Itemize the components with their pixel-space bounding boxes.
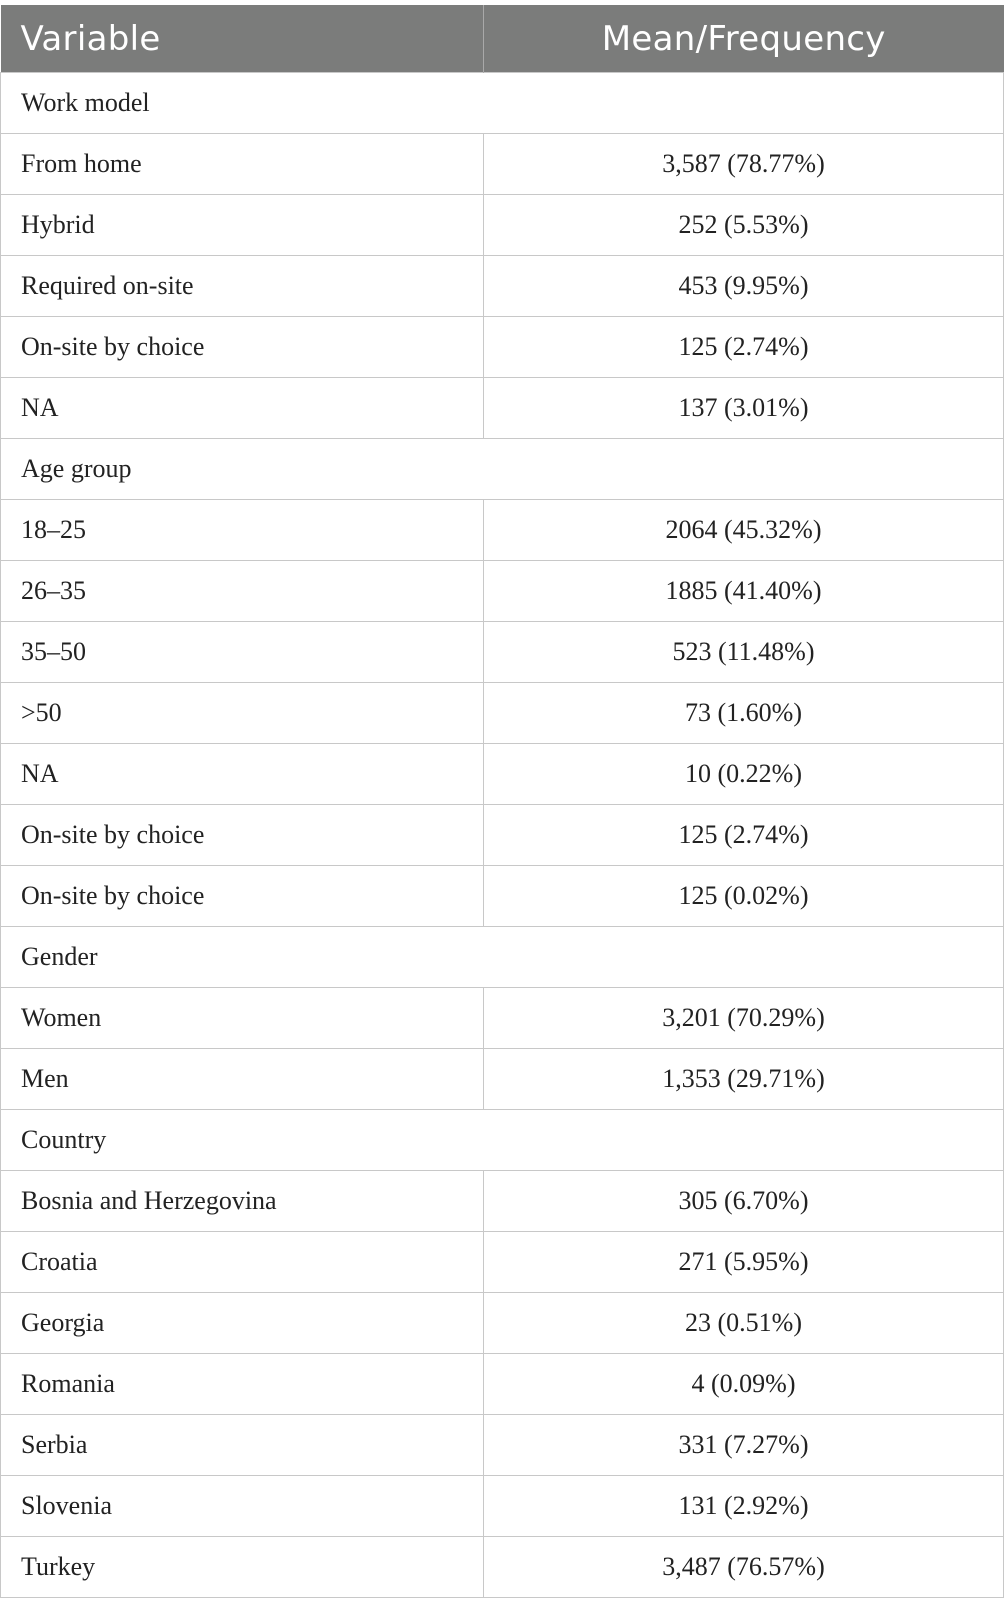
row-value: 73 (1.60%) <box>484 683 1004 744</box>
table-body <box>1 73 1004 1598</box>
row-label: From home <box>1 134 484 195</box>
table-row <box>1 1171 1004 1232</box>
table-row <box>1 134 1004 195</box>
row-label: Women <box>1 988 484 1049</box>
table-row <box>1 1354 1004 1415</box>
row-label: Men <box>1 1049 484 1110</box>
row-label: On-site by choice <box>1 866 484 927</box>
section-row <box>1 73 1004 134</box>
table-row <box>1 1415 1004 1476</box>
row-label: Serbia <box>1 1415 484 1476</box>
row-value: 453 (9.95%) <box>484 256 1004 317</box>
row-label: >50 <box>1 683 484 744</box>
table-row <box>1 500 1004 561</box>
row-label: On-site by choice <box>1 805 484 866</box>
table-row <box>1 195 1004 256</box>
row-value: 305 (6.70%) <box>484 1171 1004 1232</box>
row-label: NA <box>1 744 484 805</box>
table-row <box>1 866 1004 927</box>
row-label: Turkey <box>1 1537 484 1598</box>
section-row <box>1 927 1004 988</box>
section-title: Work model <box>1 73 1004 134</box>
row-label: On-site by choice <box>1 317 484 378</box>
row-value: 271 (5.95%) <box>484 1232 1004 1293</box>
row-value: 3,487 (76.57%) <box>484 1537 1004 1598</box>
row-label: Croatia <box>1 1232 484 1293</box>
table-row <box>1 378 1004 439</box>
row-label: 26–35 <box>1 561 484 622</box>
header-variable: Variable <box>1 5 484 73</box>
table-row <box>1 317 1004 378</box>
row-value: 125 (2.74%) <box>484 805 1004 866</box>
row-label: 35–50 <box>1 622 484 683</box>
table-row <box>1 561 1004 622</box>
row-label: Bosnia and Herzegovina <box>1 1171 484 1232</box>
table-row <box>1 683 1004 744</box>
row-value: 523 (11.48%) <box>484 622 1004 683</box>
row-value: 4 (0.09%) <box>484 1354 1004 1415</box>
table-row <box>1 1476 1004 1537</box>
table-row <box>1 1537 1004 1598</box>
table-row <box>1 744 1004 805</box>
row-label: Georgia <box>1 1293 484 1354</box>
section-title: Country <box>1 1110 1004 1171</box>
demographics-table <box>0 5 1004 1598</box>
section-title: Gender <box>1 927 1004 988</box>
row-value: 1885 (41.40%) <box>484 561 1004 622</box>
table-row <box>1 622 1004 683</box>
table-row <box>1 1232 1004 1293</box>
row-value: 3,201 (70.29%) <box>484 988 1004 1049</box>
table-row <box>1 805 1004 866</box>
header-mean-frequency: Mean/Frequency <box>484 5 1004 73</box>
row-value: 125 (2.74%) <box>484 317 1004 378</box>
row-value: 2064 (45.32%) <box>484 500 1004 561</box>
row-label: Slovenia <box>1 1476 484 1537</box>
section-row <box>1 439 1004 500</box>
row-value: 23 (0.51%) <box>484 1293 1004 1354</box>
table-row <box>1 1293 1004 1354</box>
row-value: 1,353 (29.71%) <box>484 1049 1004 1110</box>
row-value: 137 (3.01%) <box>484 378 1004 439</box>
row-label: NA <box>1 378 484 439</box>
row-label: Hybrid <box>1 195 484 256</box>
section-row <box>1 1110 1004 1171</box>
row-value: 252 (5.53%) <box>484 195 1004 256</box>
row-value: 3,587 (78.77%) <box>484 134 1004 195</box>
demographics-table-container <box>0 5 1003 1598</box>
row-label: Romania <box>1 1354 484 1415</box>
row-label: Required on-site <box>1 256 484 317</box>
row-value: 131 (2.92%) <box>484 1476 1004 1537</box>
row-value: 331 (7.27%) <box>484 1415 1004 1476</box>
table-row <box>1 988 1004 1049</box>
table-header-row <box>1 5 1004 73</box>
table-row <box>1 256 1004 317</box>
table-row <box>1 1049 1004 1110</box>
row-value: 10 (0.22%) <box>484 744 1004 805</box>
section-title: Age group <box>1 439 1004 500</box>
row-label: 18–25 <box>1 500 484 561</box>
row-value: 125 (0.02%) <box>484 866 1004 927</box>
